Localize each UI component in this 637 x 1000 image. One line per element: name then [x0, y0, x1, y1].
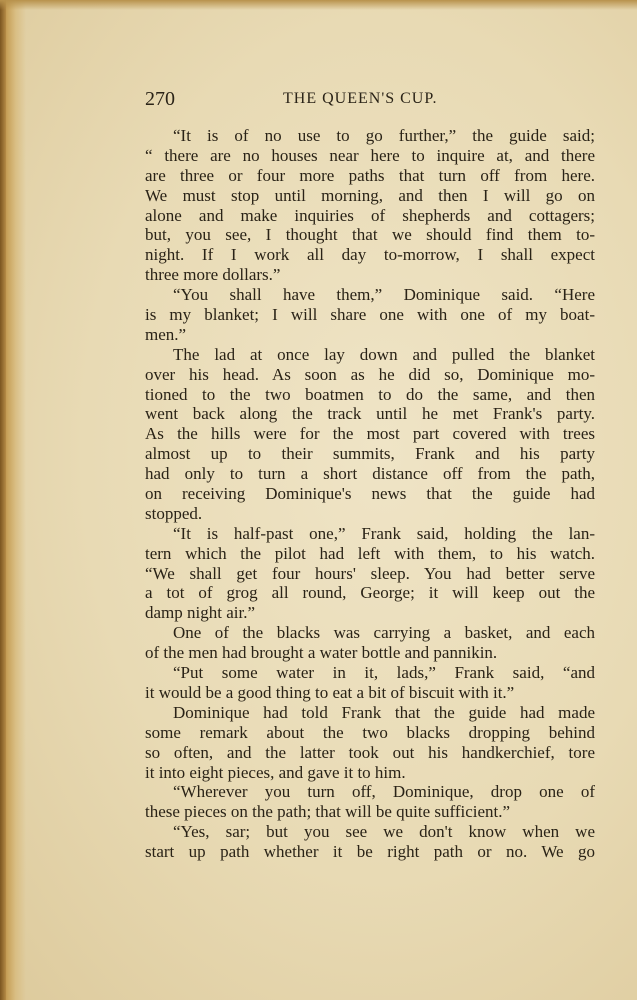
text-line: had only to turn a short distance off from the path,	[145, 464, 595, 484]
running-title: THE QUEEN'S CUP.	[283, 90, 438, 107]
page-top-edge	[0, 0, 637, 10]
text-line: The lad at once lay down and pulled the blanket	[173, 344, 595, 364]
text-line: night. If I work all day to-morrow, I shall expect	[145, 245, 595, 265]
text-line: One of the blacks was carrying a basket, and each	[173, 623, 595, 643]
text-line: over his head. As soon as he did so, Dominique mo-	[145, 364, 595, 384]
text-line: so often, and the latter took out his handkerchief, tore	[145, 742, 595, 762]
text-line: on receiving Dominique's news that the guide had	[145, 484, 595, 504]
text-line: start up path whether it be right path or no. We go	[145, 842, 595, 862]
text-line: alone and make inquiries of shepherds and cottagers;	[145, 205, 595, 225]
text-line: “Wherever you turn off, Dominique, drop one of	[173, 782, 595, 802]
text-line: are three or four more paths that turn off from here.	[145, 165, 595, 185]
text-line: of the men had brought a water bottle and pannikin.	[145, 643, 498, 663]
text-line: almost up to their summits, Frank and his party	[145, 444, 595, 464]
text-line: three more dollars.”	[145, 265, 281, 285]
text-line: “You shall have them,” Dominique said. “Here	[173, 285, 595, 305]
text-line: tern which the pilot had left with them, to his watch.	[145, 543, 595, 563]
page-number: 270	[145, 88, 175, 110]
text-line: “We shall get four hours' sleep. You had better serve	[145, 563, 595, 583]
text-line: damp night air.”	[145, 603, 256, 623]
body-text	[145, 126, 595, 862]
text-line: it into eight pieces, and gave it to him.	[145, 762, 406, 782]
text-line: We must stop until morning, and then I will go on	[145, 185, 595, 205]
text-line: “It is of no use to go further,” the guide said;	[173, 126, 595, 145]
text-line: went back along the track until he met Frank's party.	[145, 404, 595, 424]
text-line: some remark about the two blacks dropping behind	[145, 722, 595, 742]
text-line: As the hills were for the most part covered with trees	[145, 424, 595, 444]
text-line: a tot of grog all round, George; it will keep out the	[145, 583, 595, 603]
text-line: these pieces on the path; that will be quite sufficient.”	[145, 802, 511, 822]
text-line: “ there are no houses near here to inquire at, and there	[145, 145, 595, 165]
text-line: stopped.	[145, 503, 203, 523]
binding-edge	[0, 0, 6, 1000]
text-line: tioned to the two boatmen to do the same, and then	[145, 384, 595, 404]
text-line: but, you see, I thought that we should find them to-	[145, 225, 595, 245]
text-line: Dominique had told Frank that the guide had made	[173, 702, 595, 722]
page-header	[145, 88, 595, 112]
text-line: “Put some water in it, lads,” Frank said, “and	[173, 663, 595, 683]
text-line: “Yes, sar; but you see we don't know when we	[173, 822, 595, 842]
text-line: men.”	[145, 324, 187, 344]
text-line: “It is half-past one,” Frank said, holding the lan-	[173, 523, 595, 543]
text-line: it would be a good thing to eat a bit of biscuit with it.”	[145, 682, 515, 702]
text-line: is my blanket; I will share one with one of my boat-	[145, 305, 595, 325]
